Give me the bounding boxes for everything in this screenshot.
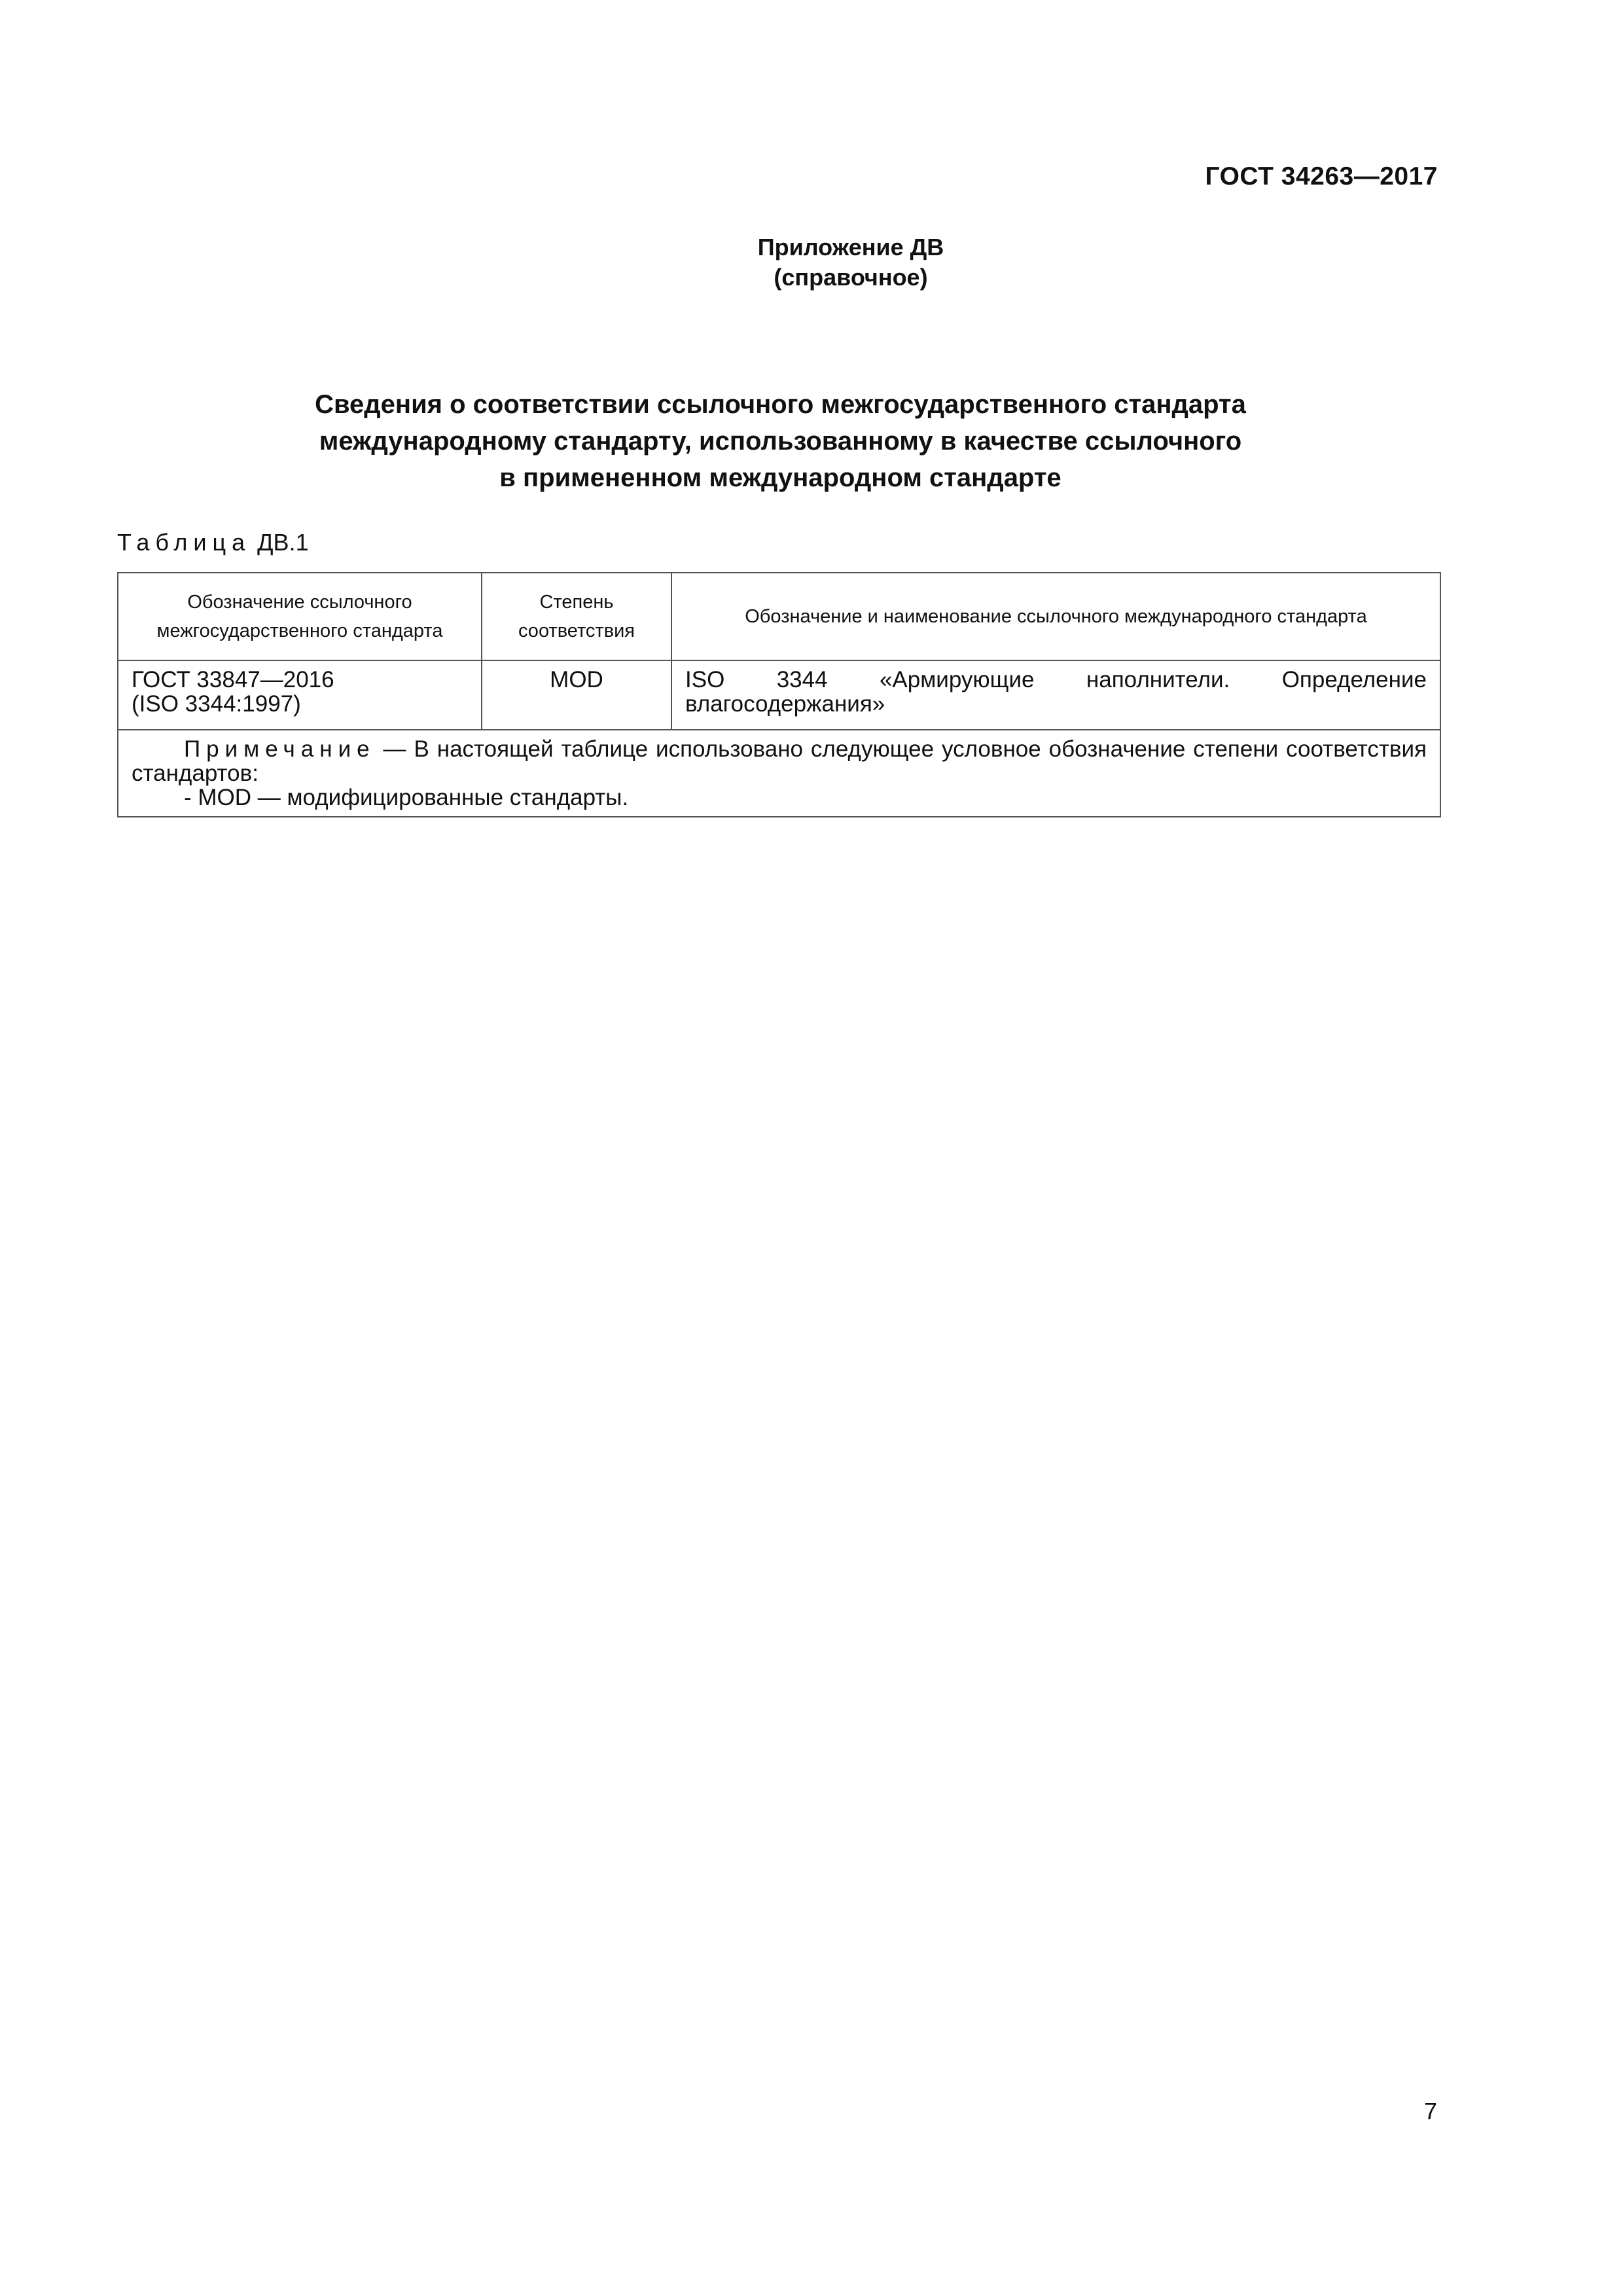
annex-type: (справочное) <box>774 264 928 291</box>
table-caption <box>117 529 309 556</box>
section-heading <box>157 386 1404 496</box>
heading-line-1: Сведения о соответствии ссылочного межгосударственного стандарта <box>315 390 1246 419</box>
page-number: 7 <box>1423 2098 1437 2125</box>
table-note <box>118 730 1440 817</box>
note-word: Примечание <box>184 736 376 762</box>
reference-table <box>117 572 1441 817</box>
heading-line-2: международному стандарту, использованному в качестве ссылочного <box>319 427 1242 456</box>
document-code: ГОСТ 34263—2017 <box>1205 162 1438 190</box>
cell-degree: MOD <box>482 660 671 730</box>
interstate-equivalent: (ISO 3344:1997) <box>132 691 301 717</box>
table-caption-word: Таблица <box>117 529 251 556</box>
table-header-row <box>118 573 1440 660</box>
table-row <box>118 660 1440 730</box>
header-interstate-standard: Обозначение ссылочного межгосударственного стандарта <box>118 573 482 660</box>
interstate-designation: ГОСТ 33847—2016 <box>132 667 334 692</box>
cell-interstate-standard <box>118 660 482 730</box>
heading-line-3: в примененном международном стандарте <box>499 463 1061 492</box>
note-body: — В настоящей таблице использовано следующее условное обозначение степени соответствия стандартов: <box>132 736 1427 786</box>
annex-title: Приложение ДВ <box>757 234 944 260</box>
header-international-standard: Обозначение и наименование ссылочного международного стандарта <box>671 573 1440 660</box>
cell-international-standard: ISO 3344 «Армирующие наполнители. Определение влагосодержания» <box>671 660 1440 730</box>
note-item: - MOD — модифицированные стандарты. <box>184 785 629 810</box>
note-text <box>132 737 1427 785</box>
header-degree: Степень соответствия <box>482 573 671 660</box>
table-caption-number: ДВ.1 <box>257 529 309 556</box>
table-note-row <box>118 730 1440 817</box>
annex-block <box>0 232 1623 293</box>
